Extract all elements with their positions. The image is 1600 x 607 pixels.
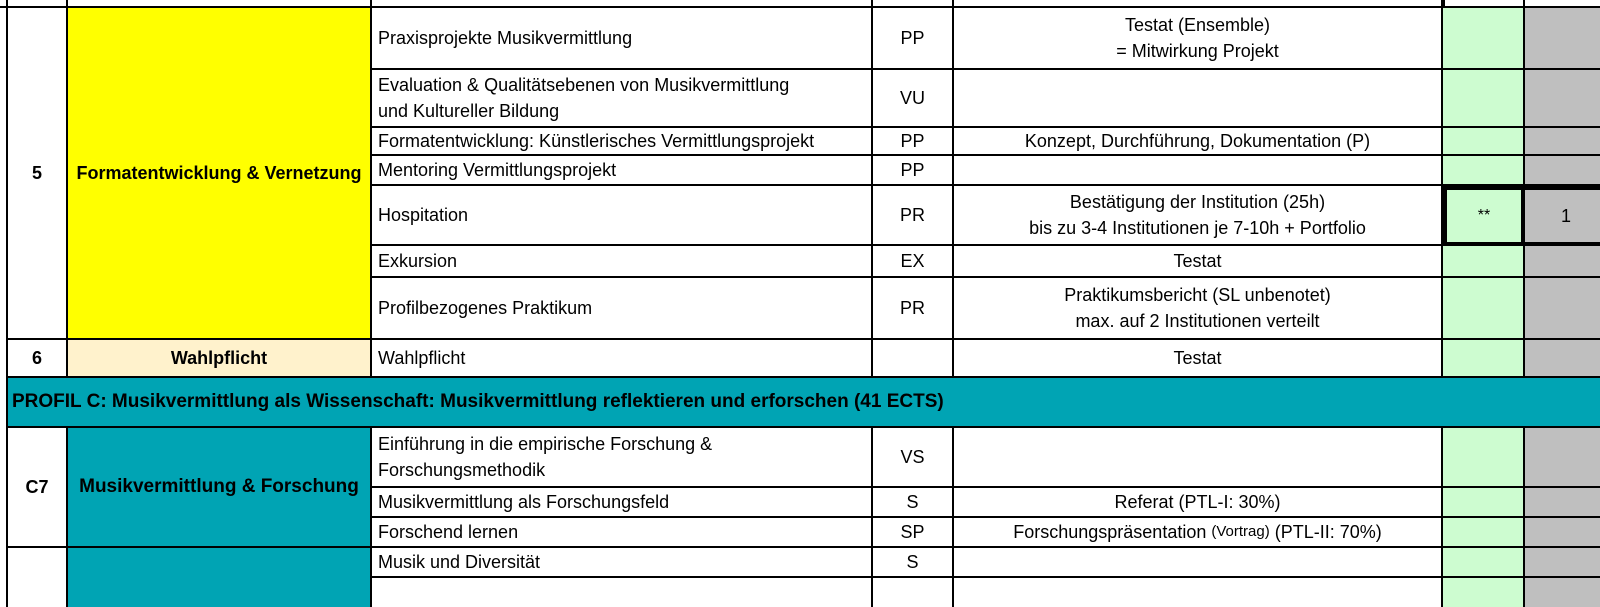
exam-info	[954, 428, 1443, 488]
course-name: Einführung in die empirische Forschung & Forschungsmethodik	[372, 428, 873, 488]
grey-cell	[1525, 70, 1600, 128]
divider	[370, 0, 372, 8]
course-name: Profilbezogenes Praktikum	[372, 278, 873, 340]
exam-note: (Vortrag)	[1211, 523, 1270, 540]
grey-cell	[1525, 156, 1600, 186]
exam-info: Testat	[954, 340, 1443, 378]
course-name: Wahlpflicht	[372, 340, 873, 378]
exam-info	[954, 578, 1443, 607]
exam-line: bis zu 3-4 Institutionen je 7-10h + Portfolio	[1029, 218, 1366, 238]
grey-cell	[1525, 278, 1600, 340]
module-number: 6	[8, 340, 68, 378]
course-type: SP	[873, 518, 954, 548]
profile-header: PROFIL C: Musikvermittlung als Wissenschaft: Musikvermittlung reflektieren und erforschen (41 ECTS)	[8, 378, 1600, 428]
course-name: Exkursion	[372, 246, 873, 278]
exam-line: Konzept, Durchführung, Dokumentation (P)	[1024, 131, 1371, 151]
credit-cell	[1443, 128, 1525, 156]
course-name	[372, 578, 873, 607]
exam-weight: (PTL-II: 70%)	[1274, 522, 1382, 542]
course-type: S	[873, 488, 954, 518]
exam-info	[954, 156, 1443, 186]
credit-cell	[1443, 340, 1525, 378]
credit-cell	[1443, 548, 1525, 578]
credit-cell	[1443, 70, 1525, 128]
module-number: 5	[8, 8, 68, 340]
grey-cell	[1525, 548, 1600, 578]
course-type	[873, 340, 954, 378]
exam-line: Testat	[1173, 251, 1222, 271]
divider	[952, 0, 954, 8]
exam-info	[954, 518, 1443, 548]
module-number: C7	[8, 428, 68, 548]
course-type: EX	[873, 246, 954, 278]
grey-cell	[1525, 246, 1600, 278]
grey-cell	[1525, 128, 1600, 156]
course-type	[873, 578, 954, 607]
course-type: PP	[873, 128, 954, 156]
grey-cell	[1525, 428, 1600, 488]
course-name: Forschend lernen	[372, 518, 873, 548]
exam-info: Referat (PTL-I: 30%)	[954, 488, 1443, 518]
exam-line: Bestätigung der Institution (25h)	[1069, 192, 1326, 212]
credit-cell	[1443, 518, 1525, 548]
divider	[871, 0, 873, 8]
grey-cell: 1	[1525, 186, 1600, 246]
module-name: Musikvermittlung & Forschung	[68, 428, 372, 548]
credit-cell	[1443, 578, 1525, 607]
course-name: Musik und Diversität	[372, 548, 873, 578]
module-number	[8, 548, 68, 607]
module-name	[68, 548, 372, 607]
exam-info	[954, 70, 1443, 128]
divider	[1523, 0, 1525, 8]
course-type: PR	[873, 186, 954, 246]
grey-cell	[1525, 8, 1600, 70]
grey-cell	[1525, 578, 1600, 607]
credit-cell	[1443, 156, 1525, 186]
credit-cell	[1443, 428, 1525, 488]
course-name: Evaluation & Qualitätsebenen von Musikvermittlung und Kultureller Bildung	[372, 70, 873, 128]
course-type: PP	[873, 8, 954, 70]
course-type: VU	[873, 70, 954, 128]
credit-cell	[1443, 488, 1525, 518]
course-name: Mentoring Vermittlungsprojekt	[372, 156, 873, 186]
exam-line: max. auf 2 Institutionen verteilt	[1075, 311, 1320, 331]
course-type: S	[873, 548, 954, 578]
course-name: Musikvermittlung als Forschungsfeld	[372, 488, 873, 518]
exam-line: = Mitwirkung Projekt	[1116, 41, 1279, 61]
course-type: PR	[873, 278, 954, 340]
previous-row-edge	[0, 0, 1600, 8]
module-name: Formatentwicklung & Vernetzung	[68, 8, 372, 340]
course-name: Hospitation	[372, 186, 873, 246]
credit-cell: **	[1443, 186, 1525, 246]
exam-info	[954, 548, 1443, 578]
exam-info	[954, 278, 1443, 340]
exam-main: Forschungspräsentation	[1013, 522, 1207, 542]
exam-info	[954, 186, 1443, 246]
divider	[1441, 0, 1445, 8]
exam-line: Testat (Ensemble)	[1124, 15, 1271, 35]
course-name: Formatentwicklung: Künstlerisches Vermittlungsprojekt	[372, 128, 873, 156]
exam-info	[954, 246, 1443, 278]
grey-cell	[1525, 518, 1600, 548]
course-type: PP	[873, 156, 954, 186]
grey-cell	[1525, 488, 1600, 518]
credit-cell	[1443, 278, 1525, 340]
course-name: Praxisprojekte Musikvermittlung	[372, 8, 873, 70]
exam-info	[954, 128, 1443, 156]
credit-cell	[1443, 246, 1525, 278]
grey-cell	[1525, 340, 1600, 378]
exam-info	[954, 8, 1443, 70]
module-name: Wahlpflicht	[68, 340, 372, 378]
course-type: VS	[873, 428, 954, 488]
exam-line: Praktikumsbericht (SL unbenotet)	[1064, 285, 1331, 305]
credit-cell	[1443, 8, 1525, 70]
divider	[66, 0, 68, 8]
